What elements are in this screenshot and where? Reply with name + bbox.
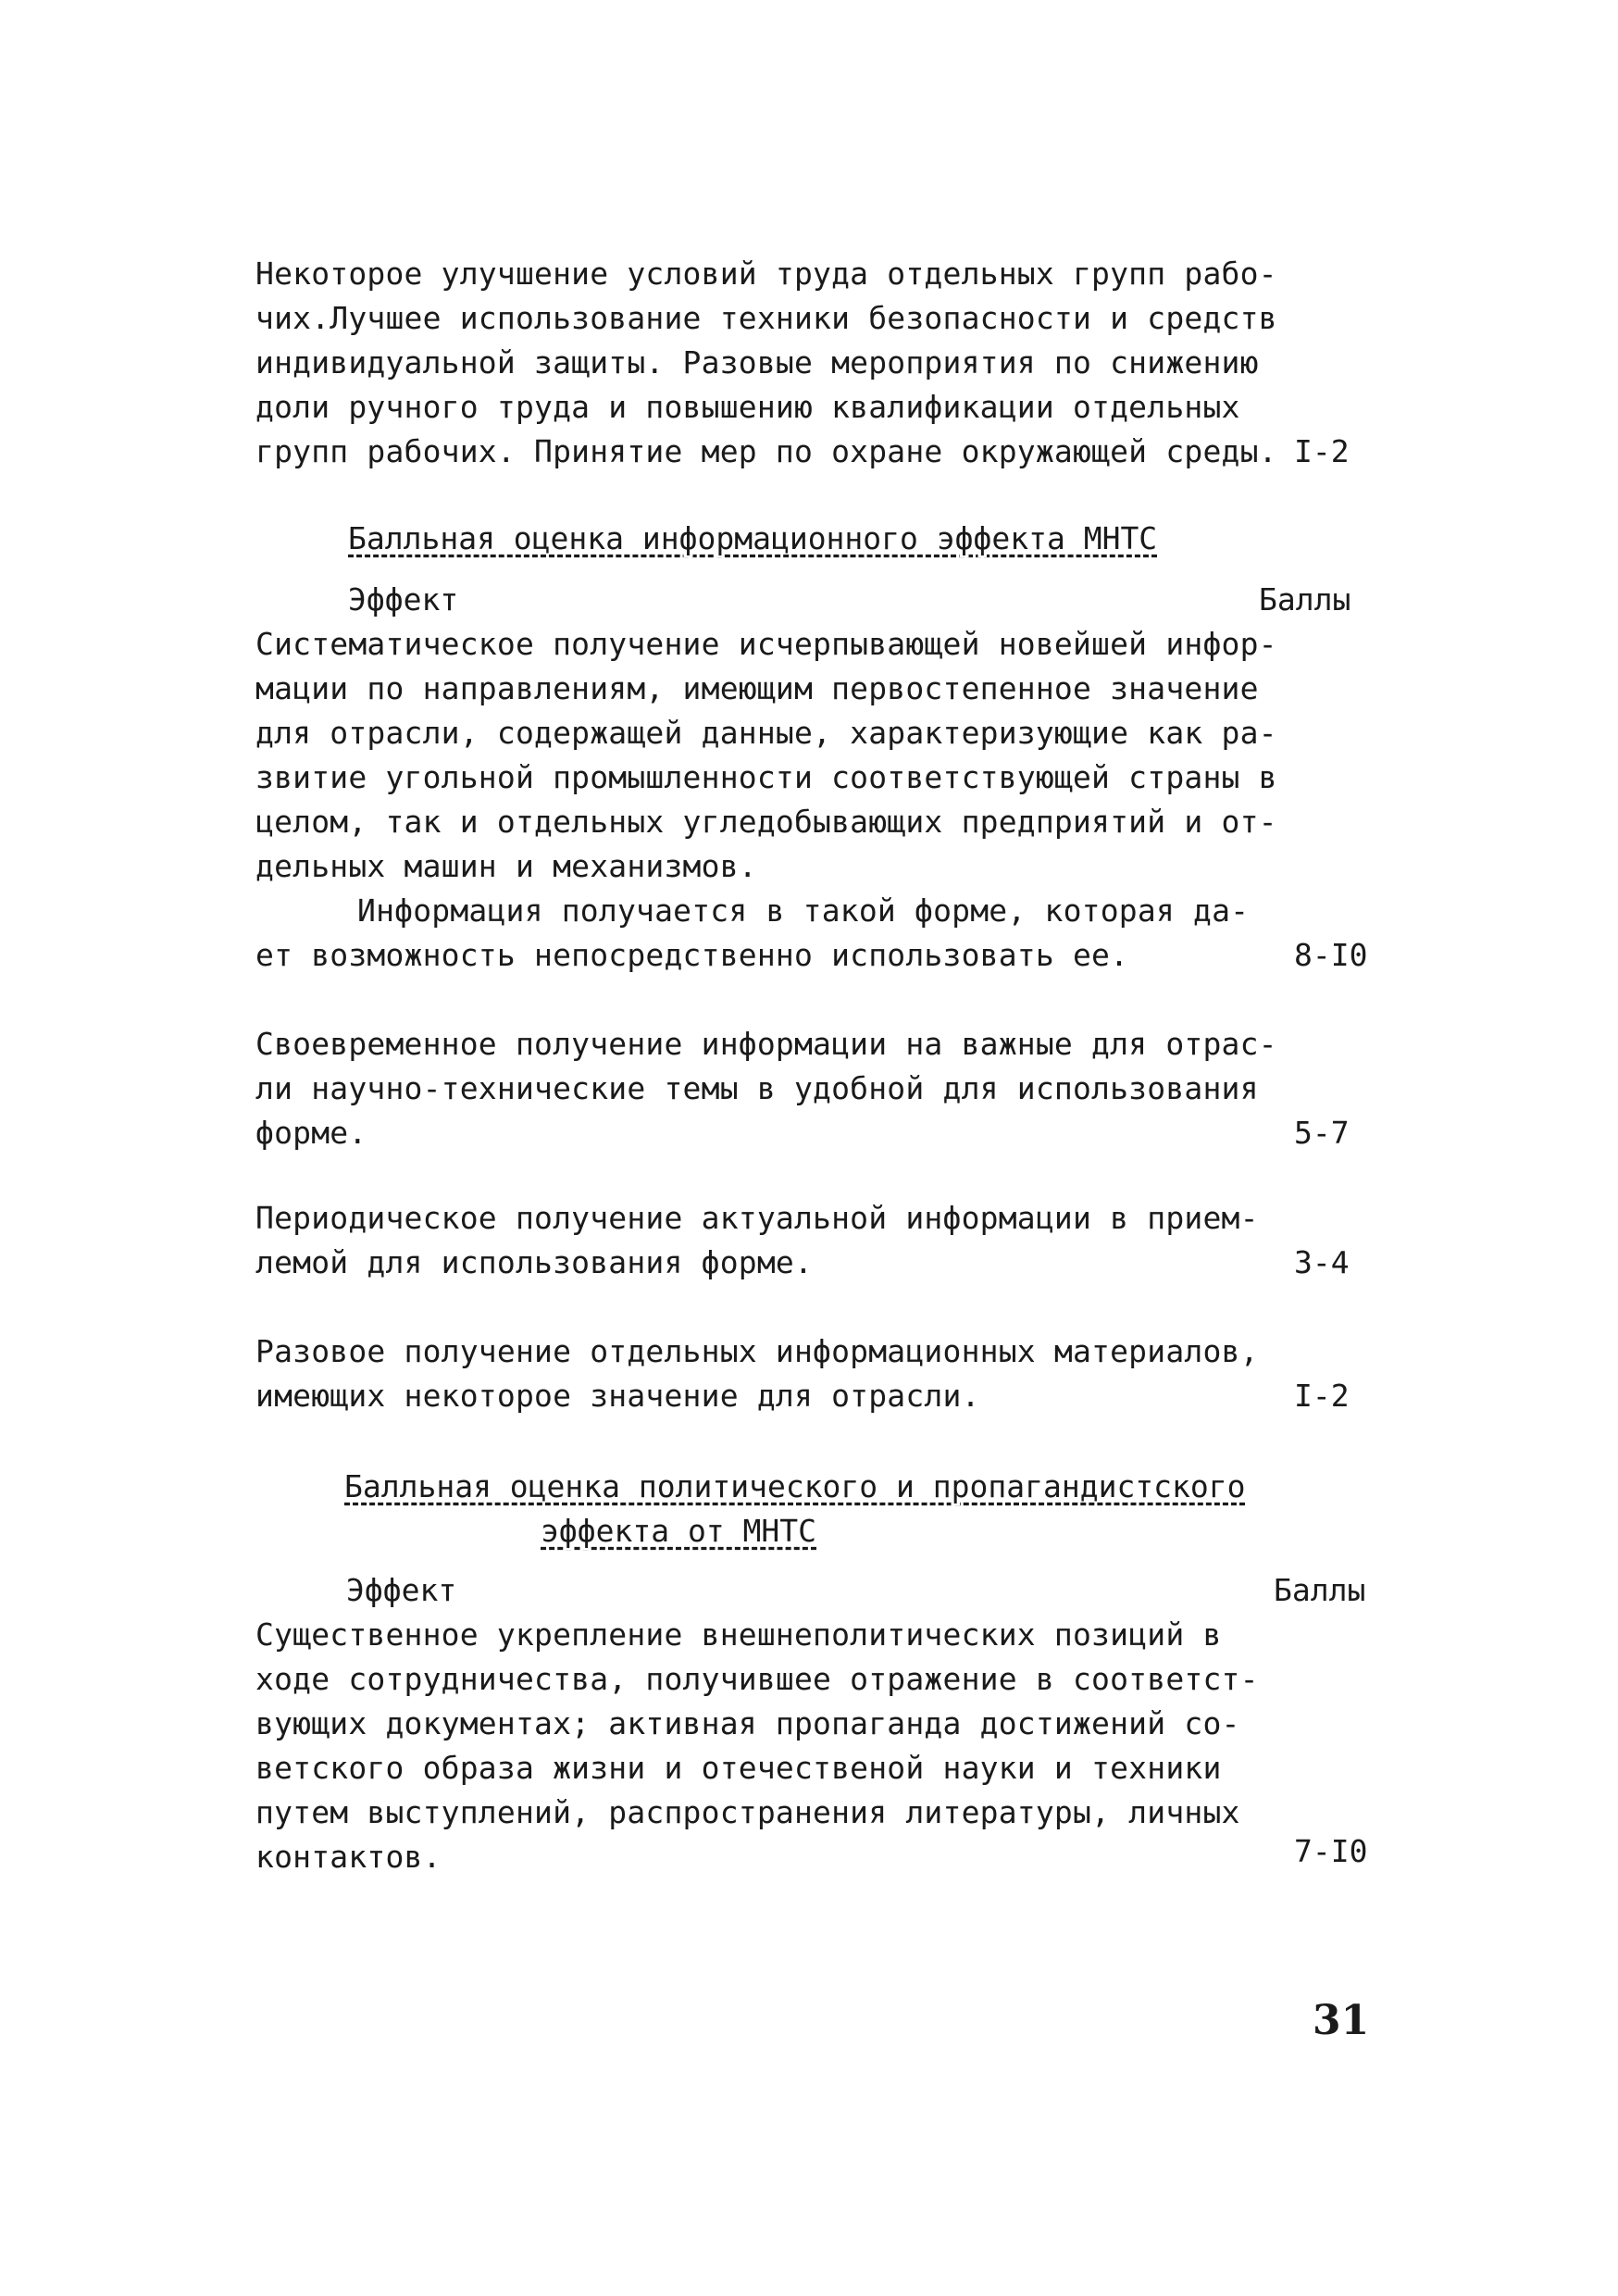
text-line: индивидуальной защиты. Разовые мероприятия по снижению	[255, 344, 1259, 381]
text-line: ет возможность непосредственно использовать ее.	[255, 937, 1129, 973]
text-line: ветского образа жизни и отечественой науки и техники	[255, 1750, 1222, 1786]
political-paragraph	[255, 1613, 1259, 1879]
informational-item-4	[255, 1329, 1259, 1418]
informational-score-4: I-2	[1294, 1378, 1350, 1414]
text-line: лемой для использования форме.	[255, 1244, 814, 1280]
text-line: Разовое получение отдельных информационных материалов,	[255, 1333, 1259, 1369]
text-line: ходе сотрудничества, получившее отражение в соответст-	[255, 1661, 1259, 1697]
text-line: для отрасли, содержащей данные, характеризующие как ра-	[255, 715, 1277, 751]
text-line: мации по направлениям, имеющим первостепенное значение	[255, 670, 1259, 706]
political-col-effect: Эффект	[346, 1572, 457, 1608]
political-heading-line2: эффекта от МНТС	[541, 1513, 817, 1549]
text-line: звитие угольной промышленности соответствующей страны в	[255, 759, 1277, 795]
text-line: Систематическое получение исчерпывающей новейшей инфор-	[255, 626, 1277, 662]
text-line: целом, так и отдельных угледобывающих предприятий и от-	[255, 804, 1277, 840]
text-line: вующих документах; активная пропаганда достижений со-	[255, 1705, 1240, 1741]
text-line: путем выступлений, распространения литературы, личных	[255, 1794, 1240, 1830]
text-line: Информация получается в такой форме, которая да-	[357, 892, 1250, 929]
political-heading-line1: Балльная оценка политического и пропагандистского	[344, 1468, 1246, 1504]
text-line: Своевременное получение информации на важные для отрас-	[255, 1026, 1277, 1062]
text-line: дельных машин и механизмов.	[255, 848, 757, 884]
page-number: 31	[1313, 1997, 1370, 2044]
informational-item-2	[255, 1022, 1277, 1155]
informational-item-3	[255, 1196, 1259, 1285]
informational-score-2: 5-7	[1294, 1115, 1350, 1151]
informational-col-effect: Эффект	[348, 581, 459, 618]
text-line: ли научно-технические темы в удобной для использования	[255, 1070, 1259, 1106]
text-line: контактов.	[255, 1839, 442, 1875]
text-line: доли ручного труда и повышению квалификации отдельных	[255, 389, 1240, 425]
text-line: форме.	[255, 1115, 367, 1151]
text-line: Некоторое улучшение условий труда отдельных групп рабо-	[255, 256, 1277, 292]
political-col-points: Баллы	[1274, 1572, 1366, 1608]
text-line: групп рабочих. Принятие мер по охране окружающей среды.	[255, 433, 1277, 469]
informational-item-1	[255, 622, 1277, 978]
text-line: чих.Лучшее использование техники безопасности и средств	[255, 300, 1277, 336]
text-line: Существенное укрепление внешнеполитических позиций в	[255, 1616, 1222, 1653]
informational-score-1: 8-I0	[1294, 937, 1368, 973]
informational-heading: Балльная оценка информационного эффекта МНТС	[348, 520, 1158, 556]
labor-paragraph	[255, 252, 1277, 474]
political-score: 7-I0	[1294, 1833, 1368, 1869]
informational-score-3: 3-4	[1294, 1244, 1350, 1280]
text-line: имеющих некоторое значение для отрасли.	[255, 1378, 980, 1414]
text-line: Периодическое получение актуальной информации в прием-	[255, 1200, 1259, 1236]
informational-col-points: Баллы	[1259, 581, 1351, 618]
labor-score: I-2	[1294, 433, 1350, 469]
